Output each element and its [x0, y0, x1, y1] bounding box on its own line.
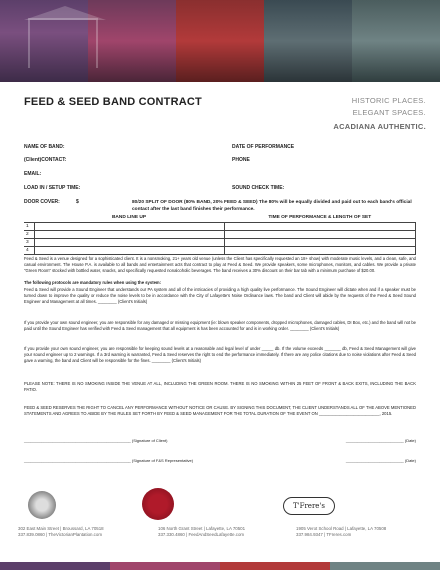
- phone-label: PHONE: [232, 157, 250, 163]
- banner-photo-hall: [352, 0, 440, 82]
- color-swatch: [0, 562, 110, 570]
- lineup-col-band: BAND LINE UP: [34, 213, 224, 222]
- tagline-2: ELEGANT SPACES.: [352, 108, 426, 117]
- band-name-label: NAME OF BAND:: [24, 144, 65, 150]
- time-cell[interactable]: [224, 222, 416, 230]
- sound-check-label: SOUND CHECK TIME:: [232, 185, 285, 191]
- date-label: (Date): [404, 458, 416, 463]
- page-title: FEED & SEED BAND CONTRACT: [24, 96, 202, 108]
- door-split-text: 80/20 SPLIT OF DOOR (80% BAND, 20% FEED & SEED) The 80% will be equally divided and paid out to each band's official contact after the last band finishes their performance.: [132, 200, 412, 212]
- table-row: [24, 230, 416, 238]
- banner-photo-venue: [176, 0, 264, 82]
- time-cell[interactable]: [224, 230, 416, 238]
- tfreres-logo: T'Frere's: [283, 497, 335, 515]
- cancellation-terms: FEED & SEED RESERVES THE RIGHT TO CANCEL ANY PERFORMANCE WITHOUT NOTICE OR CAUSE. BY SIGNING THIS DOCUMENT, THE CLIENT UNDERSTANDS ALL OF THE ABOVE MENTIONED STATEMENTS AND AGREES TO ABIDE BY THE RULES SET FORTH BY FEED & SEED MANAGEMENT FOR THE TOTAL DURATION OF THE EVENT ON __________________________, 2015.: [24, 405, 416, 416]
- color-swatch: [330, 562, 440, 570]
- row-number: 4: [24, 246, 34, 254]
- own-engineer-paragraph: If you provide your own sound engineer, you are responsible for any damaged or missing equipment (ie: blown speaker components, dropped microphones, damaged cables, DI Box, etc.) and the band will not be paid until the Sound Engineer has verified with Feed & Seed management that all equipment is has been accounted for and is in working order. ________ (Client's Initials): [24, 320, 416, 331]
- tagline-3: ACADIANA AUTHENTIC.: [333, 122, 426, 131]
- no-smoking-notice: PLEASE NOTE: THERE IS NO SMOKING INSIDE THE VENUE AT ALL, INCLUDING THE GREEN ROOM. THERE IS NO SMOKING WITHIN 25 FEET OF FRONT & BACK EXITS, INCLUDING THE BACK PATIO.: [24, 381, 416, 392]
- sound-engineer-paragraph: Feed & Seed will provide a Sound Engineer that understands our PA system and all of the intricacies of providing a high quality live performance. The Sound Engineer will dictate when and if a speaker must be turned down to improve the quality or reduce the noise levels to be in accordance with the City of Lafayette's Noise Ordinance laws. The band and Client will abide by the requests of the Feed & Seed Sound Engineer and Management at all times. ________ (Client's Initials): [24, 287, 416, 304]
- client-contact-label: (Client)CONTACT:: [24, 157, 67, 163]
- footer-address-1: 302 East Main Street | Broussard, LA 70518 337.839.0860 | TheVictorianPlantation.com: [18, 526, 104, 537]
- feed-and-seed-logo: [142, 488, 174, 520]
- band-cell[interactable]: [34, 222, 224, 230]
- door-cover-value: $: [76, 199, 79, 205]
- header-banner: [0, 0, 440, 82]
- load-in-label: LOAD IN / SETUP TIME:: [24, 185, 81, 191]
- footer-address-3: 1905 Verot School Road | Lafayette, LA 70508 337.984.9347 | TFreres.com: [296, 526, 387, 537]
- time-cell[interactable]: [224, 246, 416, 254]
- sound-level-paragraph: If you provide your own sound engineer, you are responsible for keeping sound levels at a reasonable and legal level of under _____ db. If the volume exceeds _______ db, Feed & Seed Management will give your sound engineer up to 2 warnings. If a 3rd warning is warranted, Feed & Seed reserves the right to end the performance immediately. If there are any police citations due to noise violations after Feed & Seed gave a warning, the band and Client will be responsible for the fines. ________ (Client's Initials): [24, 346, 416, 363]
- rep-signature-line[interactable]: ________________________________________________ (Signature of F&S Representative) __________________________ (Date): [24, 458, 416, 463]
- venue-description: Feed & Seed is a venue designed for a sophisticated client. It is a nonsmoking, 21+ years old venue (unless the Client has specifically requested an 18+ show) with moderate music levels, and a clean, safe, and casual environment. The House P.A. is available to all bands and entertainment acts that contract to play at Feed & Seed. We provide speakers, some microphones, monitors, and cables. We provide a private "Green Room" stocked with bottled water, snacks, and specifically requested nonalcoholic beverages. The band receives a 30% discount on their bar tab with a minimum purchase of $20.00.: [24, 256, 416, 273]
- time-cell[interactable]: [224, 238, 416, 246]
- date-label: (Date): [404, 438, 416, 443]
- row-number: 3: [24, 238, 34, 246]
- house-icon: [28, 18, 98, 68]
- band-cell[interactable]: [34, 238, 224, 246]
- protocols-heading: The following protocols are mandatory rules when using the system:: [24, 280, 162, 285]
- color-swatch: [220, 562, 330, 570]
- client-signature-label: (Signature of Client): [131, 438, 168, 443]
- client-signature-line[interactable]: ________________________________________________ (Signature of Client) __________________________ (Date): [24, 438, 416, 443]
- email-label: EMAIL:: [24, 171, 42, 177]
- table-row: [24, 238, 416, 246]
- banner-photo-interior: [264, 0, 352, 82]
- band-cell[interactable]: [34, 246, 224, 254]
- color-swatch: [110, 562, 220, 570]
- tagline-1: HISTORIC PLACES.: [351, 96, 426, 105]
- date-of-performance-label: DATE OF PERFORMANCE: [232, 144, 295, 150]
- footer-address-2: 106 North Grant Street | Lafayette, LA 70501 337.330.4860 | FeedAndSeedLafayette.com: [158, 526, 246, 537]
- door-cover-label: DOOR COVER:: [24, 199, 60, 205]
- row-number: 2: [24, 230, 34, 238]
- band-cell[interactable]: [34, 230, 224, 238]
- victorian-logo: [28, 491, 56, 519]
- band-lineup-table: [24, 213, 416, 255]
- lineup-col-time: TIME OF PERFORMANCE & LENGTH OF SET: [224, 213, 416, 222]
- table-row: [24, 222, 416, 230]
- rep-signature-label: (Signature of F&S Representative): [131, 458, 194, 463]
- table-row: [24, 246, 416, 254]
- footer-color-bar: [0, 562, 440, 570]
- row-number: 1: [24, 222, 34, 230]
